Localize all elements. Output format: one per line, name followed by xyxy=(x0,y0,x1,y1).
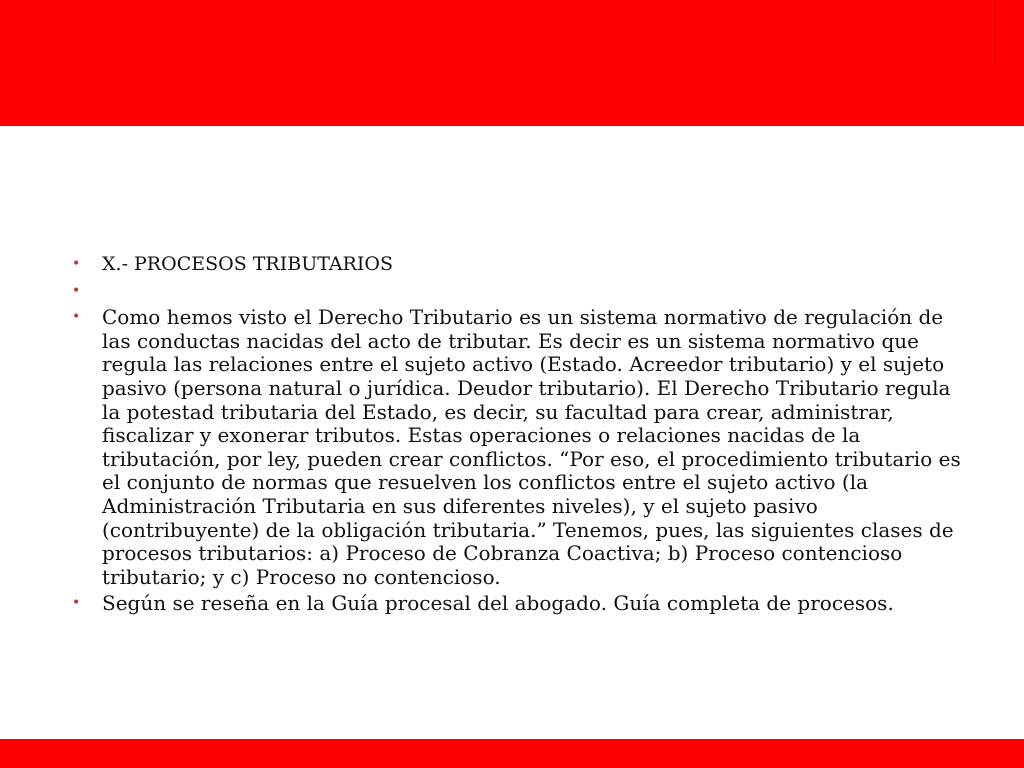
top-red-band xyxy=(0,0,1024,126)
list-item-body xyxy=(72,306,972,589)
band-accent-line xyxy=(994,0,996,66)
bottom-red-band xyxy=(0,739,1024,768)
body-paragraph: Como hemos visto el Derecho Tributario es un sistema normativo de regulación de las conductas nacidas del acto de tributar. Es decir es un sistema normativo que regula las relaciones entre el sujeto activo (Estado. Acreedor tributario) y el sujeto pasivo (persona natural o jurídica. Deudor tributario). El Derecho Tributario regula la potestad tributaria del Estado, es decir, su facultad para crear, administrar, fiscalizar y exonerar tributos. Estas operaciones o relaciones nacidas de la tributación, por ley, pueden crear conflictos. “Por eso, el procedimiento tributario es el conjunto de normas que resuelven los conflictos entre el sujeto activo (la Administración Tributaria en sus diferentes niveles), y el sujeto pasivo (contribuyente) de la obligación tributaria.” Tenemos, pues, las siguientes clases de procesos tributarios: a) Proceso de Cobranza Coactiva; b) Proceso contencioso tributario; y c) Proceso no contencioso. xyxy=(102,305,961,589)
list-item-empty xyxy=(72,280,972,304)
list-item-title xyxy=(72,253,972,277)
bullet-icon: • xyxy=(72,256,81,272)
slide-heading: X.- PROCESOS TRIBUTARIOS xyxy=(102,253,393,275)
list-item-source xyxy=(72,592,972,616)
bullet-icon: • xyxy=(72,595,81,612)
bullet-icon: • xyxy=(72,309,81,326)
bullet-icon: • xyxy=(72,282,81,299)
slide-bullet-list xyxy=(72,253,972,619)
source-note: Según se reseña en la Guía procesal del abogado. Guía completa de procesos. xyxy=(102,591,894,616)
